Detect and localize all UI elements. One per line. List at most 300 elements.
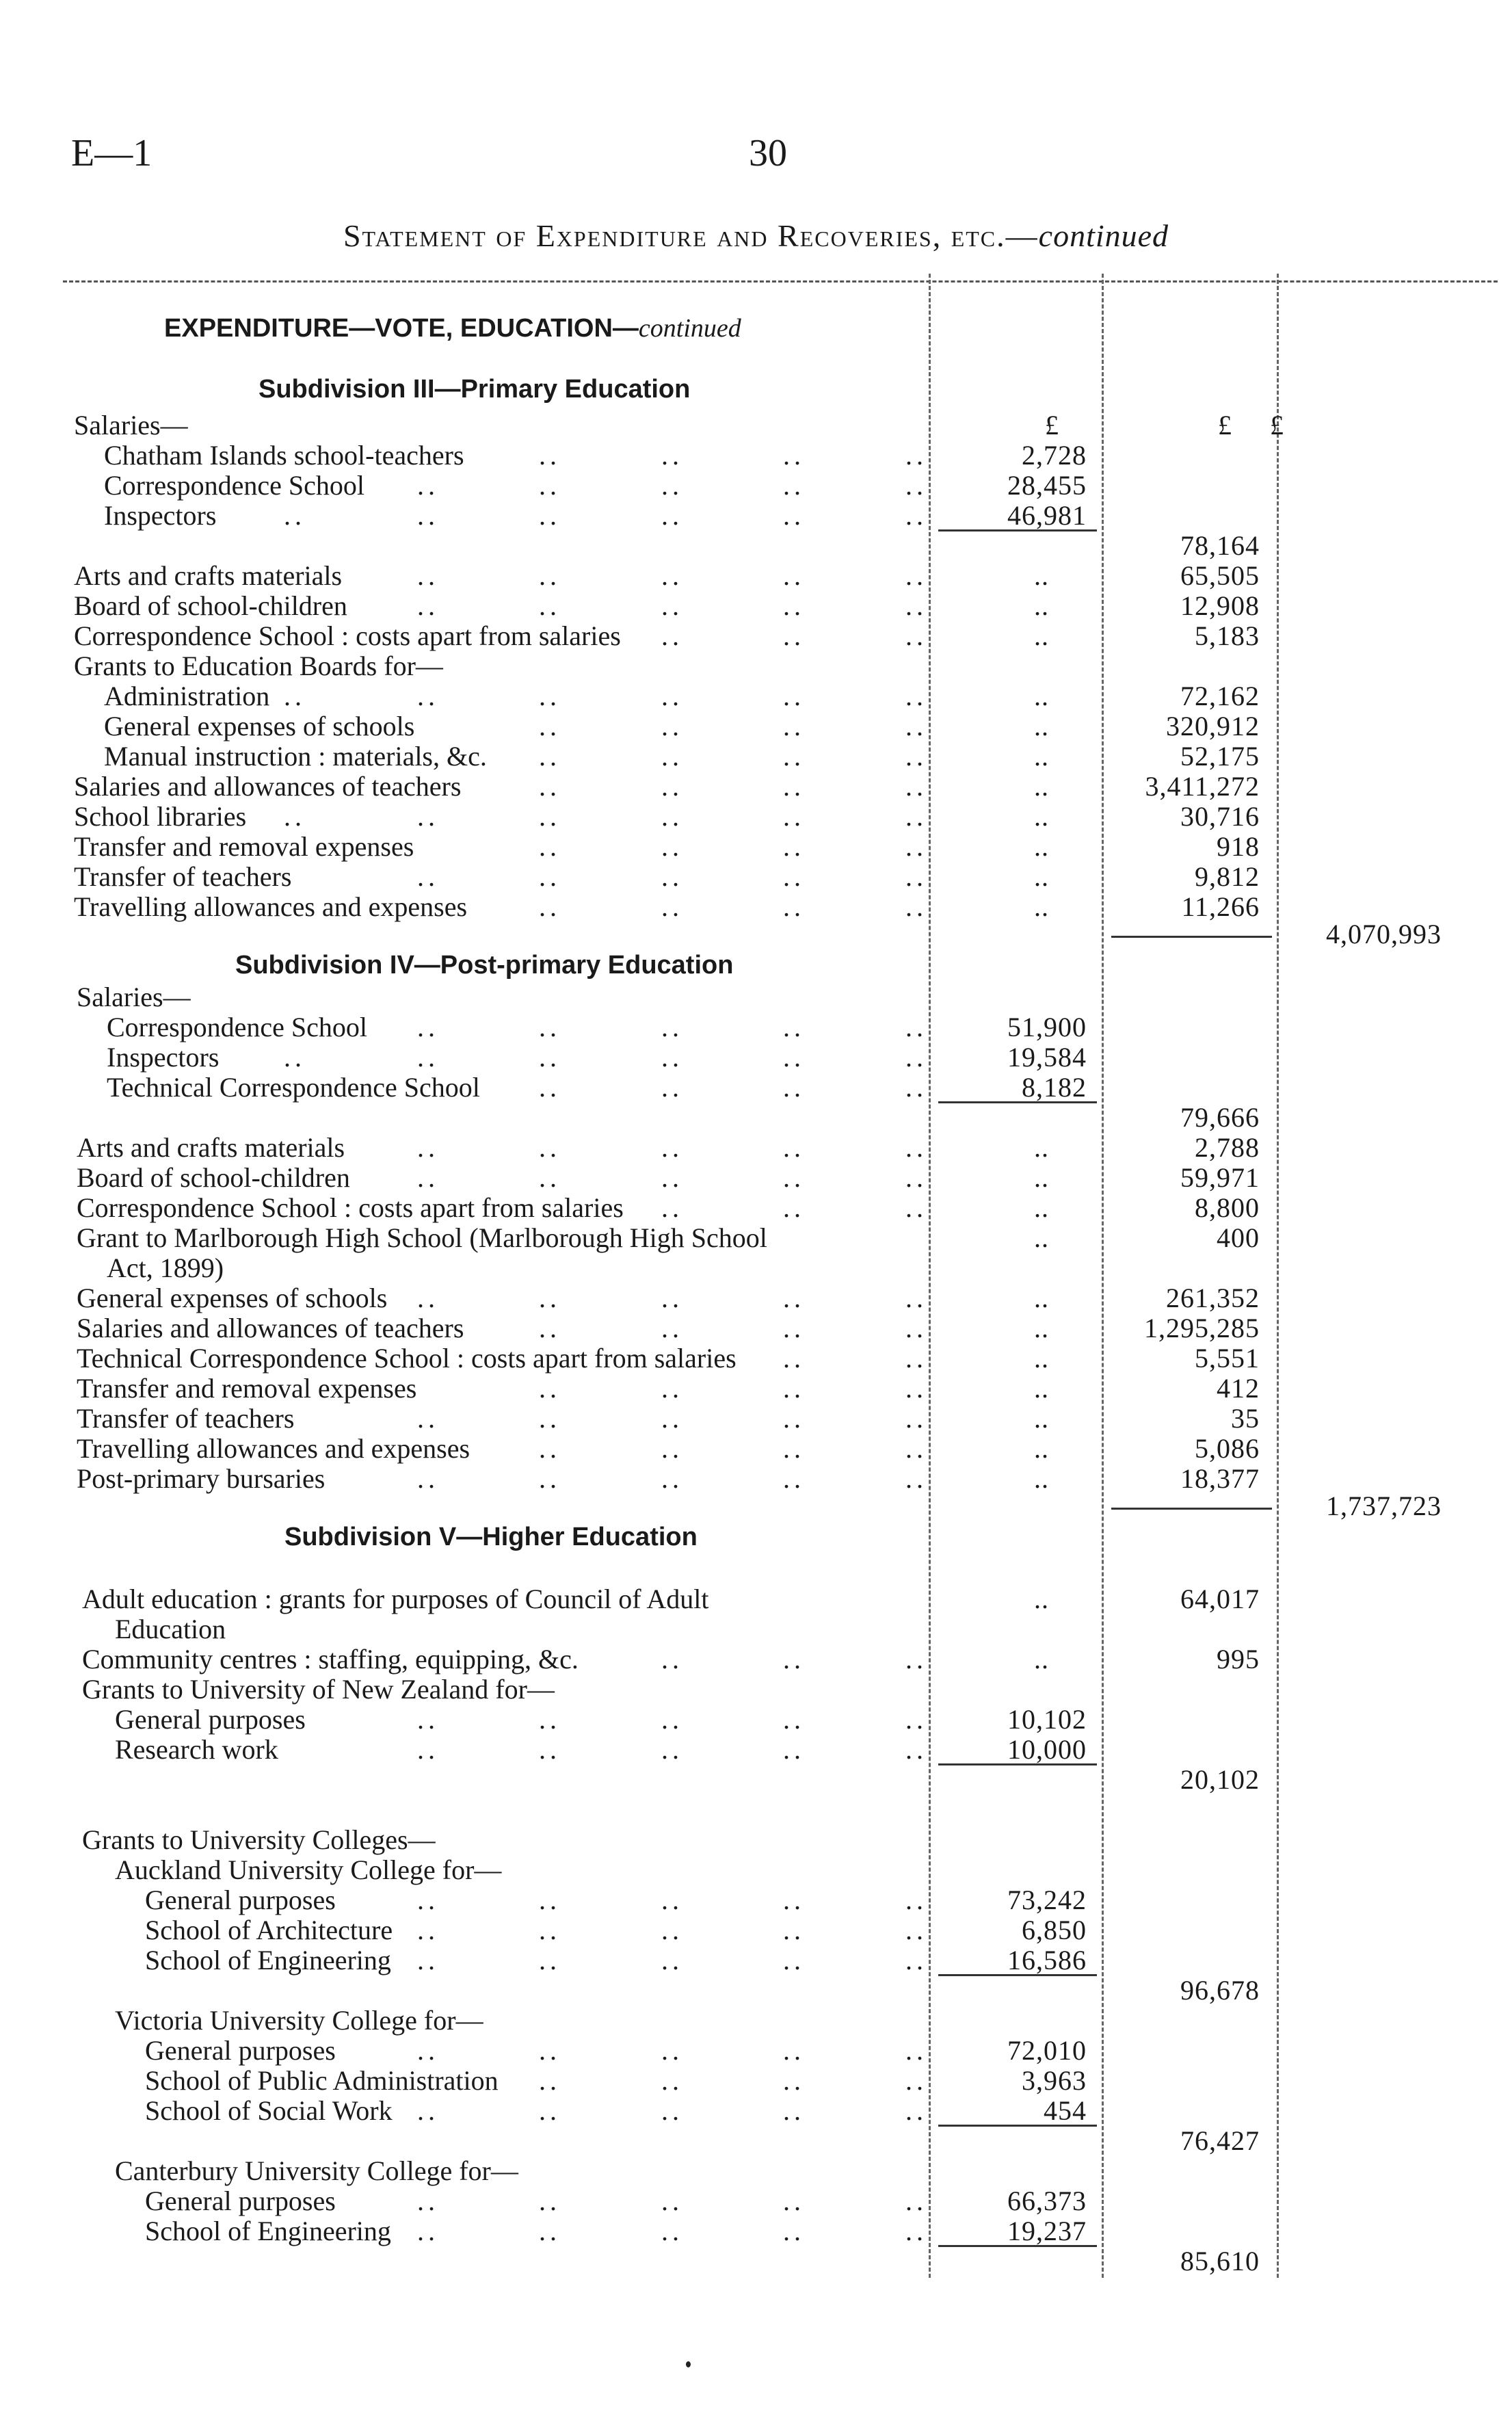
dot-leader: ..	[417, 1734, 439, 1765]
dot-leader: ..	[539, 590, 561, 621]
dot-leader: ..	[539, 2216, 561, 2246]
table-row	[0, 1464, 1512, 1494]
nil-marker: ..	[1034, 1222, 1049, 1253]
amount: 72,010	[1007, 2035, 1087, 2066]
table-row	[0, 1705, 1512, 1735]
dot-leader: ..	[539, 711, 561, 741]
nil-marker: ..	[1034, 1162, 1049, 1193]
dot-leader: ..	[905, 861, 927, 892]
amount: 76,427	[1180, 2125, 1260, 2156]
amount: 6,850	[1022, 1915, 1087, 1945]
dot-leader: ..	[661, 1192, 683, 1223]
dot-leader: ..	[539, 2185, 561, 2216]
dot-leader: ..	[783, 2216, 805, 2246]
table-row	[0, 1885, 1512, 1915]
amount: 5,551	[1195, 1343, 1260, 1374]
amount: 12,908	[1180, 590, 1260, 621]
dot-leader: ..	[783, 560, 805, 591]
dot-leader: ..	[661, 711, 683, 741]
amount: 3,963	[1022, 2065, 1087, 2096]
dot-leader: ..	[539, 1313, 561, 1343]
nil-marker: ..	[1034, 771, 1049, 802]
dot-leader: ..	[905, 741, 927, 772]
dot-leader: ..	[905, 1072, 927, 1103]
dot-leader: ..	[783, 1343, 805, 1374]
table-row	[0, 2156, 1512, 2186]
row-label: General purposes	[145, 1885, 336, 1915]
table-row	[0, 1915, 1512, 1945]
amount: 261,352	[1166, 1283, 1260, 1313]
dot-leader: ..	[539, 801, 561, 832]
amount: 73,242	[1007, 1885, 1087, 1915]
dot-leader: ..	[905, 1915, 927, 1945]
amount: 16,586	[1007, 1945, 1087, 1975]
amount: 64,017	[1180, 1584, 1260, 1614]
row-label: Board of school-children	[74, 590, 347, 621]
row-label: General purposes	[145, 2035, 336, 2066]
table-row	[0, 2186, 1512, 2216]
dot-leader: ..	[661, 1373, 683, 1404]
dot-leader: ..	[539, 681, 561, 711]
dot-leader: ..	[905, 590, 927, 621]
dot-leader: ..	[783, 1072, 805, 1103]
total-row	[0, 1491, 1512, 1524]
table-row	[0, 1675, 1512, 1705]
amount: 995	[1217, 1644, 1260, 1675]
table-row	[0, 1434, 1512, 1464]
row-label: Adult education : grants for purposes of Council of Adult	[82, 1584, 709, 1614]
row-label: Correspondence School : costs apart from salaries	[77, 1192, 624, 1223]
table-row	[0, 1825, 1512, 1855]
amount: 320,912	[1166, 711, 1260, 741]
table-row	[0, 1855, 1512, 1885]
dot-leader: ..	[783, 2185, 805, 2216]
dot-leader: ..	[905, 560, 927, 591]
dot-leader: ..	[539, 560, 561, 591]
dot-leader: ..	[783, 1433, 805, 1464]
dot-leader: ..	[783, 1945, 805, 1975]
table-row	[0, 1584, 1512, 1614]
amount: 96,678	[1180, 1975, 1260, 2006]
amount: 35	[1231, 1403, 1260, 1434]
dot-leader: ..	[539, 831, 561, 862]
row-label: Salaries—	[77, 982, 191, 1012]
dot-leader: ..	[539, 1885, 561, 1915]
table-row	[0, 561, 1512, 591]
dot-leader: ..	[905, 2035, 927, 2066]
table-row	[0, 2006, 1512, 2036]
table-row	[0, 2036, 1512, 2066]
amount: 72,162	[1180, 681, 1260, 711]
dot-leader: ..	[783, 620, 805, 651]
dot-leader: ..	[661, 801, 683, 832]
dot-leader: ..	[661, 771, 683, 802]
dot-leader: ..	[905, 500, 927, 531]
row-label: School of Engineering	[145, 1945, 391, 1975]
amount: 52,175	[1180, 741, 1260, 772]
dot-leader: ..	[783, 1162, 805, 1193]
nil-marker: ..	[1034, 590, 1049, 621]
dot-leader: ..	[783, 1313, 805, 1343]
table-row	[0, 1253, 1512, 1283]
dot-leader: ..	[661, 831, 683, 862]
nil-marker: ..	[1034, 1584, 1049, 1614]
table-row	[0, 1945, 1512, 1975]
row-label: Grant to Marlborough High School (Marlborough High School	[77, 1222, 767, 1253]
dot-leader: ..	[905, 801, 927, 832]
dot-leader: ..	[539, 891, 561, 922]
vote-heading-text: EXPENDITURE—VOTE, EDUCATION—	[164, 314, 639, 343]
dot-leader: ..	[539, 470, 561, 501]
dot-leader: ..	[417, 560, 439, 591]
section-heading: Subdivision IV—Post-primary Education	[235, 951, 734, 980]
dot-leader: ..	[661, 1433, 683, 1464]
currency-header: £	[1218, 410, 1232, 441]
dot-leader: ..	[905, 1162, 927, 1193]
row-label: Victoria University College for—	[115, 2005, 483, 2036]
amount: 59,971	[1180, 1162, 1260, 1193]
section-heading: Subdivision V—Higher Education	[284, 1523, 698, 1551]
dot-leader: ..	[783, 1915, 805, 1945]
nil-marker: ..	[1034, 801, 1049, 832]
table-row	[0, 1012, 1512, 1042]
amount: 65,505	[1180, 560, 1260, 591]
dot-leader: ..	[905, 1192, 927, 1223]
dot-leader: ..	[539, 1012, 561, 1042]
amount: 2,728	[1022, 440, 1087, 471]
dot-leader: ..	[661, 1704, 683, 1735]
row-label: Auckland University College for—	[115, 1854, 502, 1885]
subtotal-rule	[938, 529, 1097, 531]
dot-leader: ..	[417, 1042, 439, 1073]
total-rule	[1111, 1508, 1272, 1510]
table-row	[0, 892, 1512, 922]
table-row	[0, 2096, 1512, 2126]
total-amount: 4,070,993	[1326, 919, 1442, 949]
amount: 3,411,272	[1145, 771, 1260, 802]
amount: 78,164	[1180, 530, 1260, 561]
dot-leader: ..	[539, 1403, 561, 1434]
dot-leader: ..	[417, 500, 439, 531]
dot-leader: ..	[284, 1042, 306, 1073]
row-label: Travelling allowances and expenses	[77, 1433, 470, 1464]
currency-header: £	[1270, 410, 1284, 441]
row-label: Transfer of teachers	[74, 861, 292, 892]
table-row	[0, 1133, 1512, 1163]
nil-marker: ..	[1034, 1403, 1049, 1434]
dot-leader: ..	[661, 1162, 683, 1193]
row-label: School libraries	[74, 801, 247, 832]
dot-leader: ..	[905, 2185, 927, 2216]
table-row	[0, 1193, 1512, 1223]
dot-leader: ..	[284, 801, 306, 832]
amount: 10,102	[1007, 1704, 1087, 1735]
row-label: Grants to Education Boards for—	[74, 651, 443, 681]
dot-leader: ..	[661, 620, 683, 651]
dot-leader: ..	[905, 2095, 927, 2126]
dot-leader: ..	[661, 440, 683, 471]
dot-leader: ..	[417, 2185, 439, 2216]
dot-leader: ..	[539, 1433, 561, 1464]
nil-marker: ..	[1034, 711, 1049, 741]
dot-leader: ..	[783, 1704, 805, 1735]
amount: 5,086	[1195, 1433, 1260, 1464]
row-label: General purposes	[115, 1704, 306, 1735]
row-label: Correspondence School	[107, 1012, 368, 1042]
dot-leader: ..	[783, 500, 805, 531]
dot-leader: ..	[417, 1463, 439, 1494]
total-amount: 1,737,723	[1326, 1491, 1442, 1521]
dot-leader: ..	[661, 1283, 683, 1313]
nil-marker: ..	[1034, 1433, 1049, 1464]
dot-leader: ..	[905, 1343, 927, 1374]
table-row	[0, 591, 1512, 621]
subtotal-row	[0, 1765, 1512, 1795]
dot-leader: ..	[661, 891, 683, 922]
dot-leader: ..	[783, 1012, 805, 1042]
dot-leader: ..	[539, 500, 561, 531]
amount: 85,610	[1180, 2246, 1260, 2276]
table-row	[0, 471, 1512, 501]
dot-leader: ..	[905, 1373, 927, 1404]
row-label: Inspectors	[104, 500, 217, 531]
row-label: Act, 1899)	[107, 1252, 224, 1283]
table-row	[0, 1404, 1512, 1434]
dot-leader: ..	[417, 470, 439, 501]
dot-leader: ..	[783, 1132, 805, 1163]
nil-marker: ..	[1034, 831, 1049, 862]
subtotal-rule	[938, 1974, 1097, 1976]
total-rule	[1111, 936, 1272, 938]
dot-leader: ..	[905, 1644, 927, 1675]
amount: 8,182	[1022, 1072, 1087, 1103]
nil-marker: ..	[1034, 1313, 1049, 1343]
dot-leader: ..	[539, 1162, 561, 1193]
dot-leader: ..	[905, 440, 927, 471]
row-label: Salaries and allowances of teachers	[74, 771, 462, 802]
dot-leader: ..	[661, 681, 683, 711]
table-row	[0, 2066, 1512, 2096]
dot-leader: ..	[905, 831, 927, 862]
row-label: General expenses of schools	[77, 1283, 388, 1313]
dot-leader: ..	[905, 1283, 927, 1313]
nil-marker: ..	[1034, 1283, 1049, 1313]
row-label: Manual instruction : materials, &c.	[104, 741, 487, 772]
amount: 66,373	[1007, 2185, 1087, 2216]
dot-leader: ..	[783, 1192, 805, 1223]
dot-leader: ..	[783, 590, 805, 621]
row-label: School of Public Administration	[145, 2065, 499, 2096]
table-row	[0, 441, 1512, 471]
amount: 20,102	[1180, 1764, 1260, 1795]
row-label: Inspectors	[107, 1042, 220, 1073]
row-label: School of Social Work	[145, 2095, 393, 2126]
dot-leader: ..	[905, 2065, 927, 2096]
vote-continued: continued	[638, 314, 741, 343]
subtotal-row	[0, 531, 1512, 561]
row-label: Travelling allowances and expenses	[74, 891, 468, 922]
vote-heading	[164, 313, 741, 343]
subtotal-row	[0, 1975, 1512, 2006]
row-label: School of Engineering	[145, 2216, 391, 2246]
nil-marker: ..	[1034, 1644, 1049, 1675]
table-row	[0, 681, 1512, 711]
dot-leader: ..	[539, 861, 561, 892]
nil-marker: ..	[1034, 891, 1049, 922]
dot-leader: ..	[783, 891, 805, 922]
dot-leader: ..	[539, 1734, 561, 1765]
table-row	[0, 802, 1512, 832]
table-row	[0, 1042, 1512, 1073]
dot-leader: ..	[905, 681, 927, 711]
dot-leader: ..	[783, 440, 805, 471]
nil-marker: ..	[1034, 560, 1049, 591]
row-label: Post-primary bursaries	[77, 1463, 326, 1494]
amount: 51,900	[1007, 1012, 1087, 1042]
amount: 28,455	[1007, 470, 1087, 501]
dot-leader: ..	[539, 2095, 561, 2126]
series-code: E—1	[71, 132, 152, 174]
table-row	[0, 1343, 1512, 1374]
dot-leader: ..	[783, 831, 805, 862]
row-label: Education	[115, 1614, 226, 1644]
page-number: 30	[749, 132, 787, 174]
nil-marker: ..	[1034, 861, 1049, 892]
amount: 19,584	[1007, 1042, 1087, 1073]
dot-leader: ..	[661, 1042, 683, 1073]
row-label: Transfer and removal expenses	[77, 1373, 417, 1404]
dot-leader: ..	[539, 2065, 561, 2096]
table-row	[0, 621, 1512, 651]
amount: 30,716	[1180, 801, 1260, 832]
dot-leader: ..	[417, 2095, 439, 2126]
amount: 400	[1217, 1222, 1260, 1253]
row-label: Correspondence School : costs apart from salaries	[74, 620, 621, 651]
amount: 18,377	[1180, 1463, 1260, 1494]
row-label: General expenses of schools	[104, 711, 415, 741]
dot-leader: ..	[783, 771, 805, 802]
nil-marker: ..	[1034, 1373, 1049, 1404]
dot-leader: ..	[661, 1885, 683, 1915]
dot-leader: ..	[661, 2216, 683, 2246]
dot-leader: ..	[661, 560, 683, 591]
dot-leader: ..	[783, 801, 805, 832]
dot-leader: ..	[417, 1132, 439, 1163]
dot-leader: ..	[905, 1042, 927, 1073]
dot-leader: ..	[783, 1042, 805, 1073]
dot-leader: ..	[661, 1012, 683, 1042]
dot-leader: ..	[783, 1463, 805, 1494]
amount: 46,981	[1007, 500, 1087, 531]
dot-leader: ..	[417, 1012, 439, 1042]
subtotal-rule	[938, 2125, 1097, 2127]
dot-leader: ..	[539, 771, 561, 802]
row-label: Board of school-children	[77, 1162, 350, 1193]
table-row	[0, 1644, 1512, 1675]
dot-leader: ..	[905, 1734, 927, 1765]
dot-leader: ..	[661, 2035, 683, 2066]
dot-leader: ..	[661, 590, 683, 621]
subtotal-rule	[938, 1101, 1097, 1103]
title-main: Statement of Expenditure and Recoveries, etc.—	[343, 218, 1039, 253]
table-row	[0, 1313, 1512, 1343]
dot-leader: ..	[417, 861, 439, 892]
dot-leader: ..	[661, 1644, 683, 1675]
subtotal-row	[0, 2126, 1512, 2156]
row-label: Salaries and allowances of teachers	[77, 1313, 464, 1343]
dot-leader: ..	[783, 1403, 805, 1434]
table-row	[0, 1283, 1512, 1313]
dot-leader: ..	[783, 1885, 805, 1915]
table-row	[0, 1073, 1512, 1103]
dot-leader: ..	[661, 861, 683, 892]
amount: 11,266	[1181, 891, 1260, 922]
dot-leader: ..	[539, 1945, 561, 1975]
dot-leader: ..	[783, 861, 805, 892]
section-heading: Subdivision III—Primary Education	[258, 375, 691, 404]
dot-leader: ..	[417, 1283, 439, 1313]
dot-leader: ..	[539, 2035, 561, 2066]
dot-leader: ..	[783, 2095, 805, 2126]
table-row	[0, 741, 1512, 772]
dot-leader: ..	[417, 1403, 439, 1434]
row-label: Community centres : staffing, equipping, &c.	[82, 1644, 579, 1675]
page-title	[0, 218, 1512, 254]
row-label: Transfer and removal expenses	[74, 831, 414, 862]
subtotal-rule	[938, 2245, 1097, 2247]
table-row	[0, 501, 1512, 531]
dot-leader: ..	[661, 1463, 683, 1494]
row-label: Salaries—	[74, 410, 188, 441]
nil-marker: ..	[1034, 681, 1049, 711]
row-label: Grants to University Colleges—	[82, 1824, 436, 1855]
row-label: Arts and crafts materials	[77, 1132, 345, 1163]
dot-leader: ..	[417, 1885, 439, 1915]
row-label: Research work	[115, 1734, 278, 1765]
dot-leader: ..	[783, 470, 805, 501]
dot-leader: ..	[417, 1945, 439, 1975]
dot-leader: ..	[661, 1915, 683, 1945]
amount: 19,237	[1007, 2216, 1087, 2246]
amount: 454	[1044, 2095, 1087, 2126]
dot-leader: ..	[905, 1132, 927, 1163]
table-row	[0, 2216, 1512, 2246]
dot-leader: ..	[661, 1734, 683, 1765]
table-row	[0, 862, 1512, 892]
table-row	[0, 711, 1512, 741]
row-label: General purposes	[145, 2185, 336, 2216]
dot-leader: ..	[539, 1283, 561, 1313]
dot-leader: ..	[905, 891, 927, 922]
dot-leader: ..	[661, 1313, 683, 1343]
dot-leader: ..	[783, 741, 805, 772]
dot-leader: ..	[539, 1915, 561, 1945]
nil-marker: ..	[1034, 1343, 1049, 1374]
row-label: Technical Correspondence School : costs apart from salaries	[77, 1343, 737, 1374]
dot-leader: ..	[661, 500, 683, 531]
row-label: Grants to University of New Zealand for—	[82, 1674, 555, 1705]
dot-leader: ..	[661, 1945, 683, 1975]
subtotal-row	[0, 2246, 1512, 2276]
dot-leader: ..	[905, 1945, 927, 1975]
dot-leader: ..	[417, 2035, 439, 2066]
nil-marker: ..	[1034, 1192, 1049, 1223]
dot-leader: ..	[661, 1403, 683, 1434]
dot-leader: ..	[783, 1373, 805, 1404]
ink-speck	[686, 2361, 691, 2367]
dot-leader: ..	[539, 1373, 561, 1404]
table-row	[0, 1374, 1512, 1404]
